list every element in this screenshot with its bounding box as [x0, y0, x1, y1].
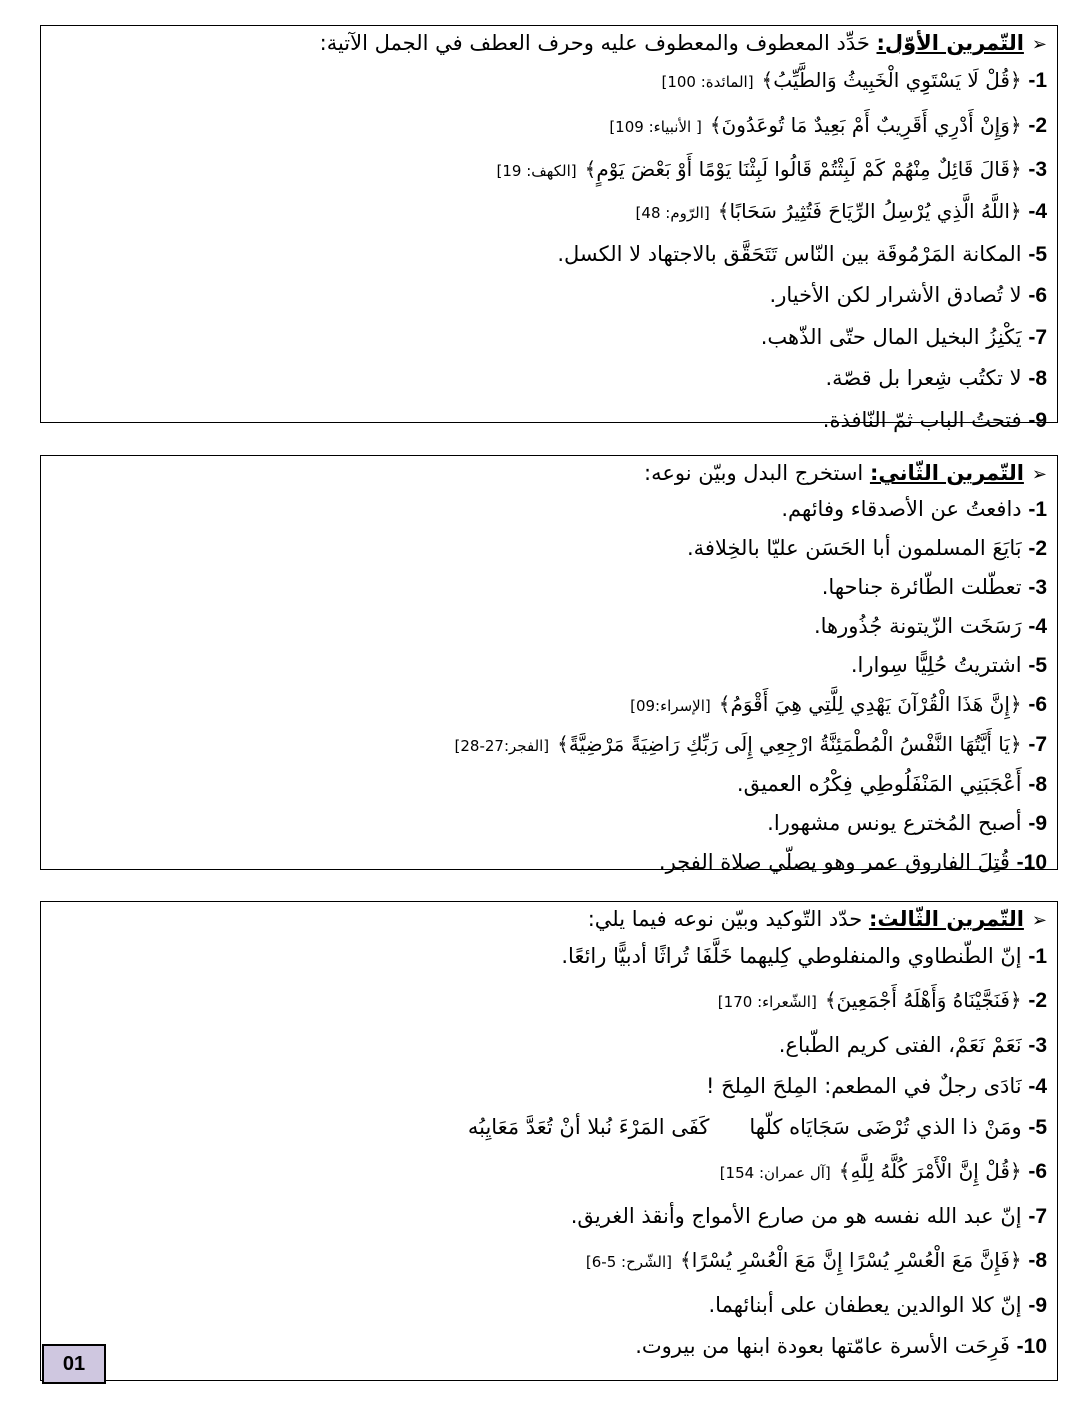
verse-reference: [الإسراء:09]: [630, 697, 711, 715]
exercise-3-item-10: [51, 1326, 1047, 1367]
quran-verse: ﴿إِنَّ هَذَا الْقُرْآنَ يَهْدِي لِلَّتِي هِيَ أَقْوَمُ﴾: [718, 692, 1022, 716]
item-number: 6-: [1028, 693, 1047, 716]
item-number: 5-: [1028, 654, 1047, 677]
poem-first-hemistich: ومَنْ ذا الذي تُرْضَى سَجَايَاه كلّها: [749, 1115, 1022, 1139]
item-text: نَعَمْ نَعَمْ، الفتى كريم الطّباع.: [778, 1033, 1022, 1057]
exercise-2-item-7: [51, 725, 1047, 765]
item-number: 10-: [1016, 1335, 1047, 1358]
item-number: 2-: [1028, 113, 1047, 137]
item-text: لا تكتُب شِعرا بل قصّة.: [825, 366, 1022, 390]
item-text: اشتريتُ حُلِيًّا سِوارا.: [850, 653, 1022, 677]
item-number: 9-: [1028, 408, 1047, 432]
item-number: 9-: [1028, 1294, 1047, 1317]
exercise-3-box: [40, 901, 1058, 1381]
item-number: 5-: [1028, 1116, 1047, 1139]
arrow-bullet-icon: ➢: [1031, 464, 1047, 485]
item-number: 1-: [1028, 945, 1047, 968]
quran-verse: ﴿فَنَجَّيْنَاهُ وَأَهْلَهُ أَجْمَعِينَ﴾: [824, 988, 1022, 1012]
exercise-2-item-1: [51, 490, 1047, 529]
verse-reference: [آل عمران: 154]: [719, 1164, 831, 1182]
exercise-1-box: [40, 25, 1058, 432]
quran-verse: ﴿وَإِنْ أَدْرِي أَقَرِيبٌ أَمْ بَعِيدٌ مَا تُوعَدُونَ﴾: [709, 112, 1022, 137]
item-number: 3-: [1028, 157, 1047, 181]
item-text: تعطّلت الطّائرة جناحها.: [821, 575, 1022, 599]
poem-second-hemistich: كَفَى المَرْءَ نُبلا أنْ تُعَدَّ مَعَايِبُه: [467, 1115, 710, 1139]
page-number: 01: [42, 1344, 106, 1384]
arrow-bullet-icon: ➢: [1031, 910, 1047, 931]
item-number: 4-: [1028, 200, 1047, 223]
exercise-3-item-5: [51, 1107, 1047, 1148]
exercise-2-item-10: [51, 843, 1047, 882]
item-number: 1-: [1028, 69, 1047, 92]
quran-verse: ﴿اللَّهُ الَّذِي يُرْسِلُ الرِّيَاحَ فَتُثِيرُ سَحَابًا﴾: [717, 199, 1022, 223]
item-number: 8-: [1028, 773, 1047, 796]
exercise-1-item-7: [51, 317, 1047, 359]
quran-verse: ﴿قَالَ قَائِلٌ مِنْهُمْ كَمْ لَبِثْتُمْ قَالُوا لَبِثْنَا يَوْمًا أَوْ بَعْضَ يَوْمٍ﴾: [584, 156, 1022, 181]
verse-reference: [الفجر:27-28]: [454, 737, 550, 755]
exercise-1-item-5: [51, 234, 1047, 276]
exercise-1-instruction: حَدِّد المعطوف والمعطوف عليه وحرف العطف في الجمل الآتية:: [319, 31, 877, 55]
item-number: 5-: [1028, 242, 1047, 266]
item-number: 10-: [1016, 851, 1047, 874]
item-number: 8-: [1028, 1249, 1047, 1272]
item-number: 7-: [1028, 1205, 1047, 1228]
exercise-1-item-2: [51, 103, 1047, 149]
item-text: لا تُصادق الأشرار لكن الأخيار.: [769, 283, 1022, 307]
exercise-2-item-6: [51, 685, 1047, 725]
exercise-3-title: التّمرين الثّالث:: [868, 907, 1024, 931]
item-number: 6-: [1028, 1160, 1047, 1183]
verse-reference: [الشّعراء: 170]: [717, 993, 817, 1011]
exercise-2-item-3: [51, 568, 1047, 607]
quran-verse: ﴿فَإِنَّ مَعَ الْعُسْرِ يُسْرًا إِنَّ مَعَ الْعُسْرِ يُسْرًا﴾: [680, 1248, 1022, 1272]
exercise-3-item-1: [51, 936, 1047, 977]
exercise-3-item-7: [51, 1196, 1047, 1237]
item-text: أَعْجَبَنِي المَنْفَلُوطِي فِكْرُه العميق.: [736, 772, 1022, 796]
item-text: قُتِلَ الفاروق عمر وهو يصلّي صلاة الفجر.: [658, 850, 1010, 874]
item-text: رَسَخَت الزّيتونة جُذُورها.: [813, 614, 1022, 638]
exercise-1-item-3: [51, 149, 1047, 192]
verse-reference: [الشّرح: 5-6]: [585, 1253, 673, 1271]
exercise-1-item-6: [51, 275, 1047, 317]
exercise-1-title: التّمرين الأوّل:: [876, 31, 1024, 55]
item-number: 1-: [1028, 498, 1047, 521]
item-number: 2-: [1028, 537, 1047, 560]
item-number: 3-: [1028, 576, 1047, 599]
exercise-3-heading: [51, 904, 1047, 936]
exercise-3-item-6: [51, 1148, 1047, 1196]
exercise-2-item-9: [51, 804, 1047, 843]
exercise-3-item-8: [51, 1237, 1047, 1285]
item-number: 6-: [1028, 284, 1047, 307]
exercise-2-title: التّمرين الثّاني:: [869, 461, 1024, 485]
exercise-2-item-2: [51, 529, 1047, 568]
quran-verse: ﴿قُلْ إِنَّ الْأَمْرَ كُلَّهُ لِلَّهِ﴾: [838, 1159, 1022, 1183]
item-number: 4-: [1028, 615, 1047, 638]
exercise-1-item-4: [51, 191, 1047, 234]
exercise-2-heading: [51, 458, 1047, 490]
exercise-2-box: [40, 455, 1058, 874]
item-number: 7-: [1028, 325, 1047, 349]
arrow-bullet-icon: ➢: [1031, 34, 1047, 55]
item-text: فَرِحَت الأسرة عامّتها بعودة ابنها من بيروت.: [635, 1334, 1010, 1358]
quran-verse: ﴿يَا أَيَّتُهَا النَّفْسُ الْمُطْمَئِنَّةُ ارْجِعِي إِلَى رَبِّكِ رَاضِيَةً مَرْضِيَّةً﴾: [557, 732, 1022, 756]
item-number: 7-: [1028, 733, 1047, 756]
exercise-2-item-5: [51, 646, 1047, 685]
item-text: نَادَى رجلٌ في المطعم: المِلحَ المِلحَ !: [706, 1074, 1022, 1098]
exercise-3-item-9: [51, 1285, 1047, 1326]
exercise-2-item-8: [51, 765, 1047, 804]
item-text: أصبح المُخترع يونس مشهورا.: [767, 811, 1022, 835]
item-text: إنّ عبد الله نفسه هو من صارع الأمواج وأنقذ الغريق.: [570, 1204, 1022, 1228]
exercise-1-heading: [51, 28, 1047, 60]
item-text: المكانة المَرْمُوقَة بين النّاس تَتَحَقَّق بالاجتهاد لا الكسل.: [557, 241, 1022, 266]
item-number: 4-: [1028, 1075, 1047, 1098]
exercise-2-item-4: [51, 607, 1047, 646]
verse-reference: [ الأنبياء: 109]: [609, 117, 702, 136]
quran-verse: ﴿قُلْ لَا يَسْتَوِي الْخَبِيثُ وَالطَّيِّبُ﴾: [761, 68, 1022, 92]
item-text: فتحتُ الباب ثمّ النّافذة.: [822, 407, 1022, 432]
exercise-1-item-1: [51, 60, 1047, 103]
item-number: 2-: [1028, 989, 1047, 1012]
exercise-3-item-4: [51, 1066, 1047, 1107]
item-number: 3-: [1028, 1034, 1047, 1057]
item-text: إنّ الطّنطاوي والمنفلوطي كِليهما خَلَّفَا تُراثًا أدبيًّا رائعًا.: [561, 944, 1022, 968]
exercise-1-item-8: [51, 358, 1047, 400]
item-text: بَايَعَ المسلمون أبا الحَسَن عليّا بالخِلافة.: [687, 536, 1022, 560]
exercise-1-item-9: [51, 400, 1047, 442]
item-text: يَكْنِزُ البخيل المال حتّى الذّهب.: [760, 324, 1022, 349]
item-text: دافعتُ عن الأصدقاء وفائهم.: [781, 497, 1022, 521]
verse-reference: [الرّوم: 48]: [635, 204, 710, 222]
item-number: 9-: [1028, 812, 1047, 835]
item-text: إنّ كلا الوالدين يعطفان على أبنائهما.: [708, 1293, 1022, 1317]
exercise-3-instruction: حدّد التّوكيد وبيّن نوعه فيما يلي:: [587, 907, 869, 931]
verse-reference: [الكهف: 19]: [496, 161, 577, 180]
exercise-3-item-2: [51, 977, 1047, 1025]
exercise-2-instruction: استخرج البدل وبيّن نوعه:: [644, 461, 870, 485]
item-number: 8-: [1028, 367, 1047, 390]
verse-reference: [المائدة: 100]: [661, 73, 754, 91]
exercise-3-item-3: [51, 1025, 1047, 1066]
